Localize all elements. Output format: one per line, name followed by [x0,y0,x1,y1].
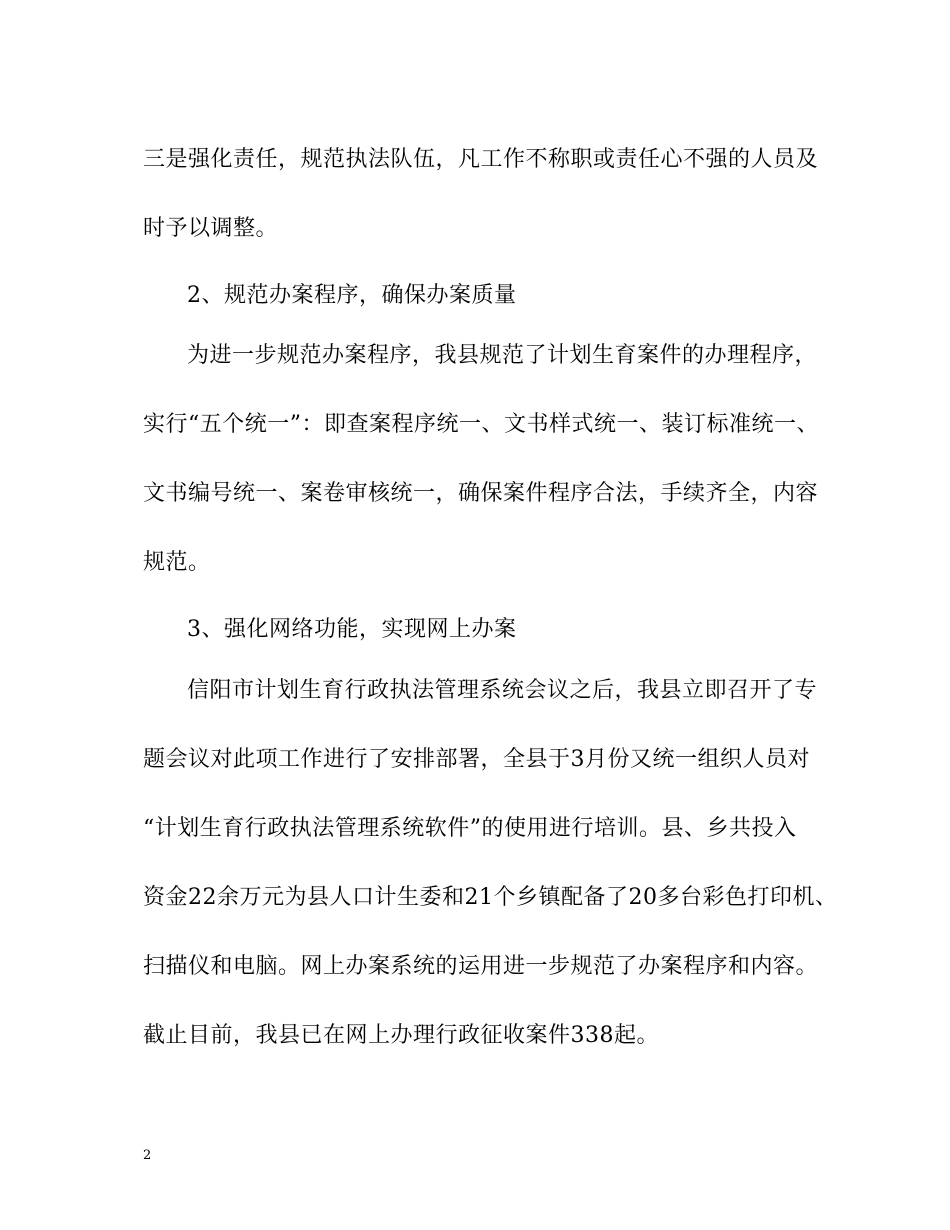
section-heading: 3、强化网络功能，实现网上办案 [187,617,517,642]
text-line: 扫描仪和电脑。网上办案系统的运用进一步规范了办案程序和内容。 [143,954,819,979]
text-line: 文书编号统一、案卷审核统一，确保案件程序合法，手续齐全，内容 [143,481,819,506]
text-line: 三是强化责任，规范执法队伍，凡工作不称职或责任心不强的人员及 [143,147,819,172]
text-line: 实行“五个统一”：即查案程序统一、文书样式统一、装订标准统一、 [143,412,819,437]
text-line: 为进一步规范办案程序，我县规范了计划生育案件的办理程序， [187,343,818,368]
text-line: 截止目前，我县已在网上办理行政征收案件338起。 [143,1023,659,1048]
text-line: 资金22余万元为县人口计生委和21个乡镇配备了20多台彩色打印机、 [143,885,838,910]
text-line: 信阳市计划生育行政执法管理系统会议之后，我县立即召开了专 [187,678,818,703]
section-heading: 2、规范办案程序，确保办案质量 [187,283,517,308]
text-line: 时予以调整。 [143,216,279,241]
text-line: 题会议对此项工作进行了安排部署，全县于3月份又统一组织人员对 [143,747,810,772]
text-line: 规范。 [143,550,211,575]
text-line: “计划生育行政执法管理系统软件”的使用进行培训。县、乡共投入 [143,816,797,841]
page-number: 2 [143,1148,152,1163]
